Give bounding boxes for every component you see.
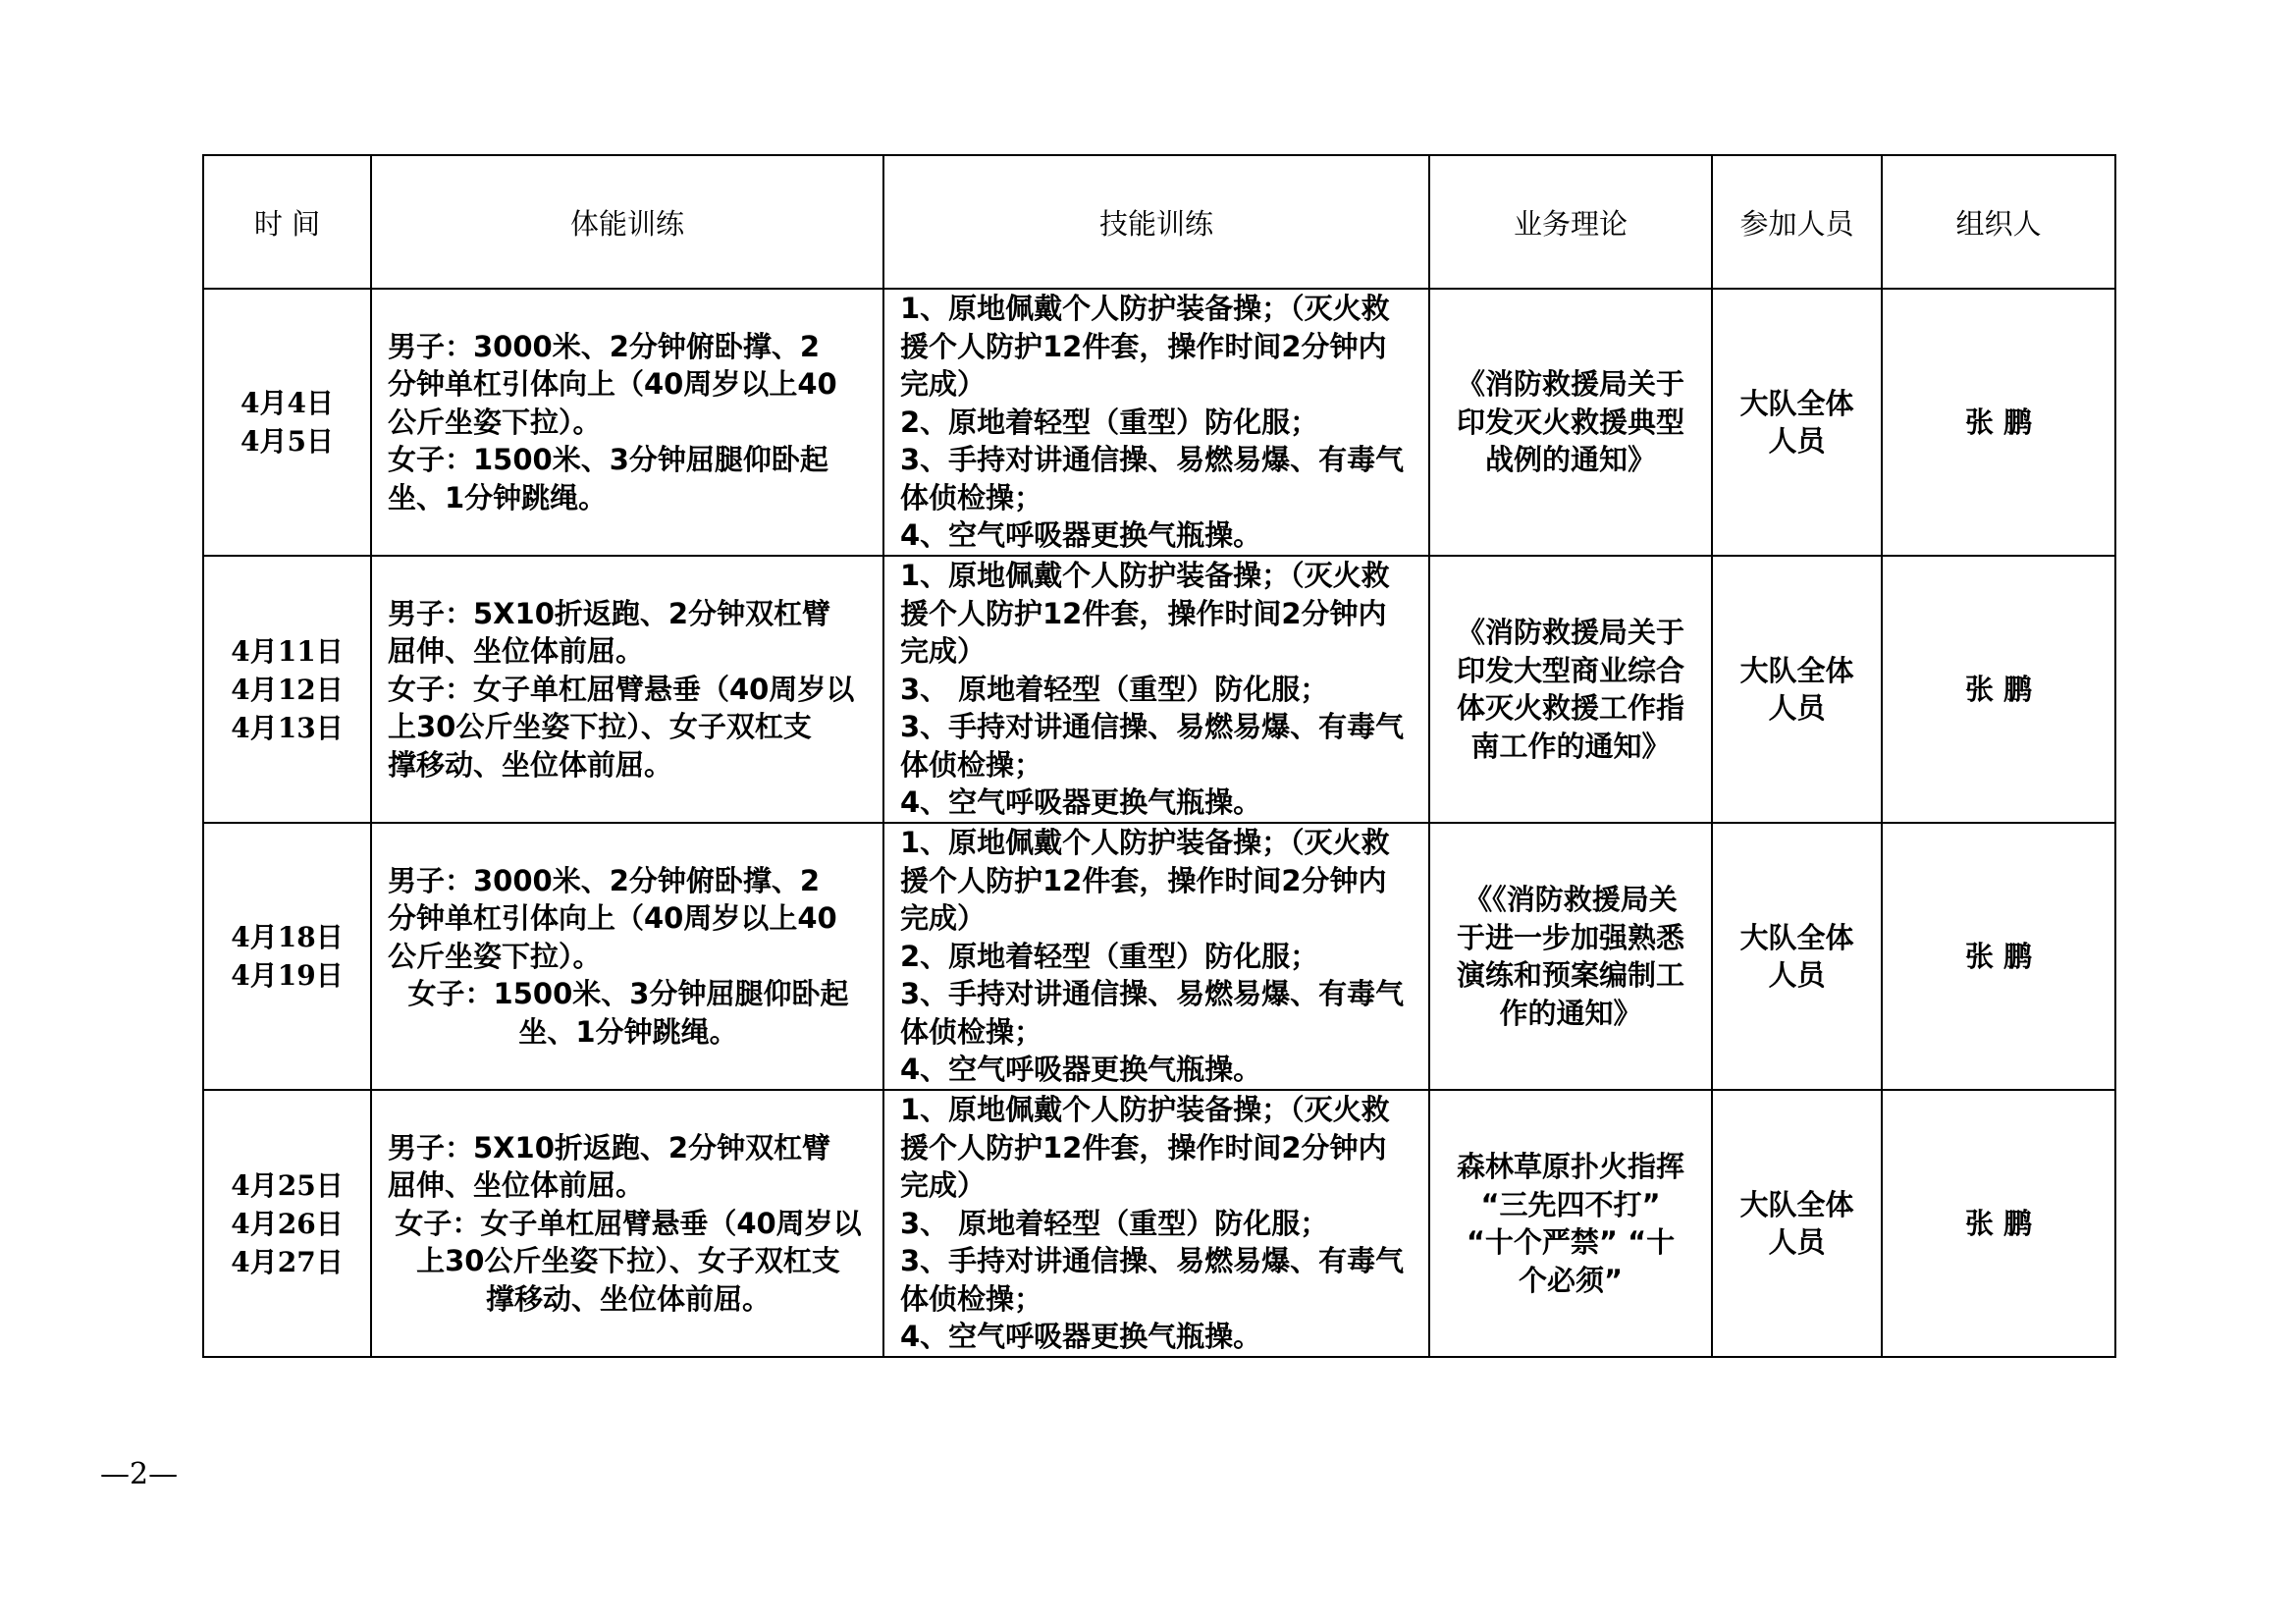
skill-training-cell bbox=[883, 1090, 1429, 1357]
theory-cell bbox=[1429, 556, 1712, 823]
text-line: 人员 bbox=[1768, 424, 1826, 458]
text-line: 人员 bbox=[1768, 1225, 1826, 1259]
text-line: 男子：3000米、2分钟俯卧撑、2 bbox=[388, 329, 821, 363]
text-line: 《消防救援局关于 bbox=[1456, 616, 1684, 649]
text-line: 4、空气呼吸器更换气瓶操。 bbox=[900, 785, 1262, 820]
organizer-cell: 张 鹏 bbox=[1882, 556, 2115, 823]
text-line: 援个人防护12件套，操作时间2分钟内 bbox=[900, 1130, 1387, 1164]
text-line: “三先四不打” bbox=[1480, 1187, 1661, 1221]
text-line: 印发大型商业综合 bbox=[1456, 653, 1684, 687]
text-line: 女子：女子单杠屈臂悬垂（40周岁以 bbox=[388, 672, 855, 706]
skill-training-cell bbox=[883, 289, 1429, 556]
text-line: 人员 bbox=[1768, 691, 1826, 725]
date-cell bbox=[203, 823, 371, 1090]
text-line: 大队全体 bbox=[1739, 920, 1854, 954]
date-line: 4月25日 bbox=[231, 1168, 344, 1202]
participants-cell bbox=[1712, 289, 1882, 556]
text-line: 公斤坐姿下拉）。 bbox=[388, 939, 602, 973]
text-line: 男子：5X10折返跑、2分钟双杠臂 bbox=[388, 596, 831, 630]
text-line: 作的通知》 bbox=[1499, 996, 1642, 1030]
participants-cell bbox=[1712, 556, 1882, 823]
text-line: 屈伸、坐位体前屈。 bbox=[388, 1168, 645, 1203]
text-line: 上30公斤坐姿下拉）、女子双杠支 bbox=[388, 710, 812, 744]
text-line: 撑移动、坐位体前屈。 bbox=[388, 747, 673, 782]
physical-training-cell bbox=[371, 1090, 883, 1357]
text-line: 体侦检操； bbox=[900, 1014, 1043, 1049]
text-line: 3、手持对讲通信操、易燃易爆、有毒气 bbox=[900, 977, 1405, 1011]
date-line: 4月27日 bbox=[231, 1245, 344, 1278]
page-number: —2— bbox=[100, 1457, 179, 1491]
text-line: 2、原地着轻型（重型）防化服； bbox=[900, 405, 1319, 439]
organizer-cell: 张 鹏 bbox=[1882, 289, 2115, 556]
text-line: “十个严禁” “十 bbox=[1466, 1225, 1676, 1259]
text-line: 大队全体 bbox=[1739, 1187, 1854, 1221]
text-line: 体侦检操； bbox=[900, 1281, 1043, 1316]
training-schedule-table bbox=[202, 154, 2116, 1358]
text-line: 坐、1分钟跳绳。 bbox=[388, 480, 608, 514]
date-cell bbox=[203, 1090, 371, 1357]
text-line: 1、原地佩戴个人防护装备操；（灭火救 bbox=[900, 1093, 1390, 1127]
text-line: 1、原地佩戴个人防护装备操；（灭火救 bbox=[900, 559, 1390, 593]
header-row bbox=[203, 155, 2115, 289]
text-line: 女子：女子单杠屈臂悬垂（40周岁以 bbox=[395, 1206, 862, 1240]
text-line: 大队全体 bbox=[1739, 653, 1854, 687]
text-line: 大队全体 bbox=[1739, 386, 1854, 420]
text-line: 于进一步加强熟悉 bbox=[1456, 920, 1684, 954]
text-line: 完成） bbox=[900, 367, 987, 402]
text-line: 体灭火救援工作指 bbox=[1456, 691, 1684, 725]
header-theory: 业务理论 bbox=[1429, 155, 1712, 289]
date-line: 4月19日 bbox=[231, 959, 344, 992]
text-line: 屈伸、坐位体前屈。 bbox=[388, 634, 645, 669]
text-line: 男子：5X10折返跑、2分钟双杠臂 bbox=[388, 1130, 831, 1164]
physical-training-cell bbox=[371, 823, 883, 1090]
text-line: 援个人防护12件套，操作时间2分钟内 bbox=[900, 863, 1387, 897]
date-line: 4月5日 bbox=[240, 425, 334, 458]
organizer-cell: 张 鹏 bbox=[1882, 823, 2115, 1090]
text-line: 援个人防护12件套，操作时间2分钟内 bbox=[900, 596, 1387, 630]
organizer-cell: 张 鹏 bbox=[1882, 1090, 2115, 1357]
text-line: 南工作的通知》 bbox=[1470, 729, 1671, 763]
text-line: 体侦检操； bbox=[900, 747, 1043, 782]
text-line: 分钟单杠引体向上（40周岁以上40 bbox=[388, 367, 837, 402]
date-line: 4月4日 bbox=[240, 387, 334, 419]
table-row bbox=[203, 556, 2115, 823]
text-line: 2、原地着轻型（重型）防化服； bbox=[900, 939, 1319, 973]
participants-cell bbox=[1712, 823, 1882, 1090]
text-line: 个必须” bbox=[1518, 1263, 1624, 1297]
date-cell bbox=[203, 289, 371, 556]
physical-training-cell bbox=[371, 556, 883, 823]
header-organizer: 组织人 bbox=[1882, 155, 2115, 289]
physical-training-cell bbox=[371, 289, 883, 556]
text-line: 坐、1分钟跳绳。 bbox=[518, 1014, 738, 1049]
text-line: 公斤坐姿下拉）。 bbox=[388, 405, 602, 439]
text-line: 1、原地佩戴个人防护装备操；（灭火救 bbox=[900, 292, 1390, 326]
text-line: 分钟单杠引体向上（40周岁以上40 bbox=[388, 901, 837, 936]
skill-training-cell bbox=[883, 556, 1429, 823]
text-line: 1、原地佩戴个人防护装备操；（灭火救 bbox=[900, 826, 1390, 860]
text-line: 《《消防救援局关 bbox=[1464, 883, 1678, 916]
date-line: 4月18日 bbox=[231, 921, 344, 953]
text-line: 战例的通知》 bbox=[1484, 443, 1656, 477]
text-line: 人员 bbox=[1768, 958, 1826, 992]
table-row bbox=[203, 289, 2115, 556]
participants-cell bbox=[1712, 1090, 1882, 1357]
theory-cell bbox=[1429, 1090, 1712, 1357]
text-line: 4、空气呼吸器更换气瓶操。 bbox=[900, 1320, 1262, 1354]
header-participants: 参加人员 bbox=[1712, 155, 1882, 289]
text-line: 女子：1500米、3分钟屈腿仰卧起 bbox=[407, 977, 849, 1011]
text-line: 3、手持对讲通信操、易燃易爆、有毒气 bbox=[900, 1244, 1405, 1278]
date-cell bbox=[203, 556, 371, 823]
text-line: 《消防救援局关于 bbox=[1456, 367, 1684, 402]
header-physical-training: 体能训练 bbox=[371, 155, 883, 289]
text-line: 3、 原地着轻型（重型）防化服； bbox=[900, 672, 1329, 706]
text-line: 4、空气呼吸器更换气瓶操。 bbox=[900, 1053, 1262, 1087]
text-line: 完成） bbox=[900, 634, 987, 669]
text-line: 演练和预案编制工 bbox=[1456, 958, 1684, 992]
text-line: 撑移动、坐位体前屈。 bbox=[485, 1281, 771, 1316]
date-line: 4月12日 bbox=[231, 673, 344, 706]
text-line: 体侦检操； bbox=[900, 480, 1043, 514]
text-line: 援个人防护12件套，操作时间2分钟内 bbox=[900, 329, 1387, 363]
header-skill-training: 技能训练 bbox=[883, 155, 1429, 289]
skill-training-cell bbox=[883, 823, 1429, 1090]
text-line: 3、 原地着轻型（重型）防化服； bbox=[900, 1206, 1329, 1240]
text-line: 4、空气呼吸器更换气瓶操。 bbox=[900, 518, 1262, 553]
date-line: 4月13日 bbox=[231, 711, 344, 744]
text-line: 3、手持对讲通信操、易燃易爆、有毒气 bbox=[900, 710, 1405, 744]
theory-cell bbox=[1429, 289, 1712, 556]
text-line: 3、手持对讲通信操、易燃易爆、有毒气 bbox=[900, 443, 1405, 477]
table-row bbox=[203, 1090, 2115, 1357]
text-line: 女子：1500米、3分钟屈腿仰卧起 bbox=[388, 443, 828, 477]
text-line: 森林草原扑火指挥 bbox=[1456, 1150, 1684, 1183]
date-line: 4月26日 bbox=[231, 1207, 344, 1240]
table-row bbox=[203, 823, 2115, 1090]
text-line: 上30公斤坐姿下拉）、女子双杠支 bbox=[416, 1244, 840, 1278]
text-line: 完成） bbox=[900, 901, 987, 936]
text-line: 完成） bbox=[900, 1168, 987, 1203]
date-line: 4月11日 bbox=[231, 634, 344, 668]
theory-cell bbox=[1429, 823, 1712, 1090]
header-time: 时 间 bbox=[203, 155, 371, 289]
text-line: 印发灭火救援典型 bbox=[1456, 405, 1684, 439]
text-line: 男子：3000米、2分钟俯卧撑、2 bbox=[388, 863, 821, 897]
